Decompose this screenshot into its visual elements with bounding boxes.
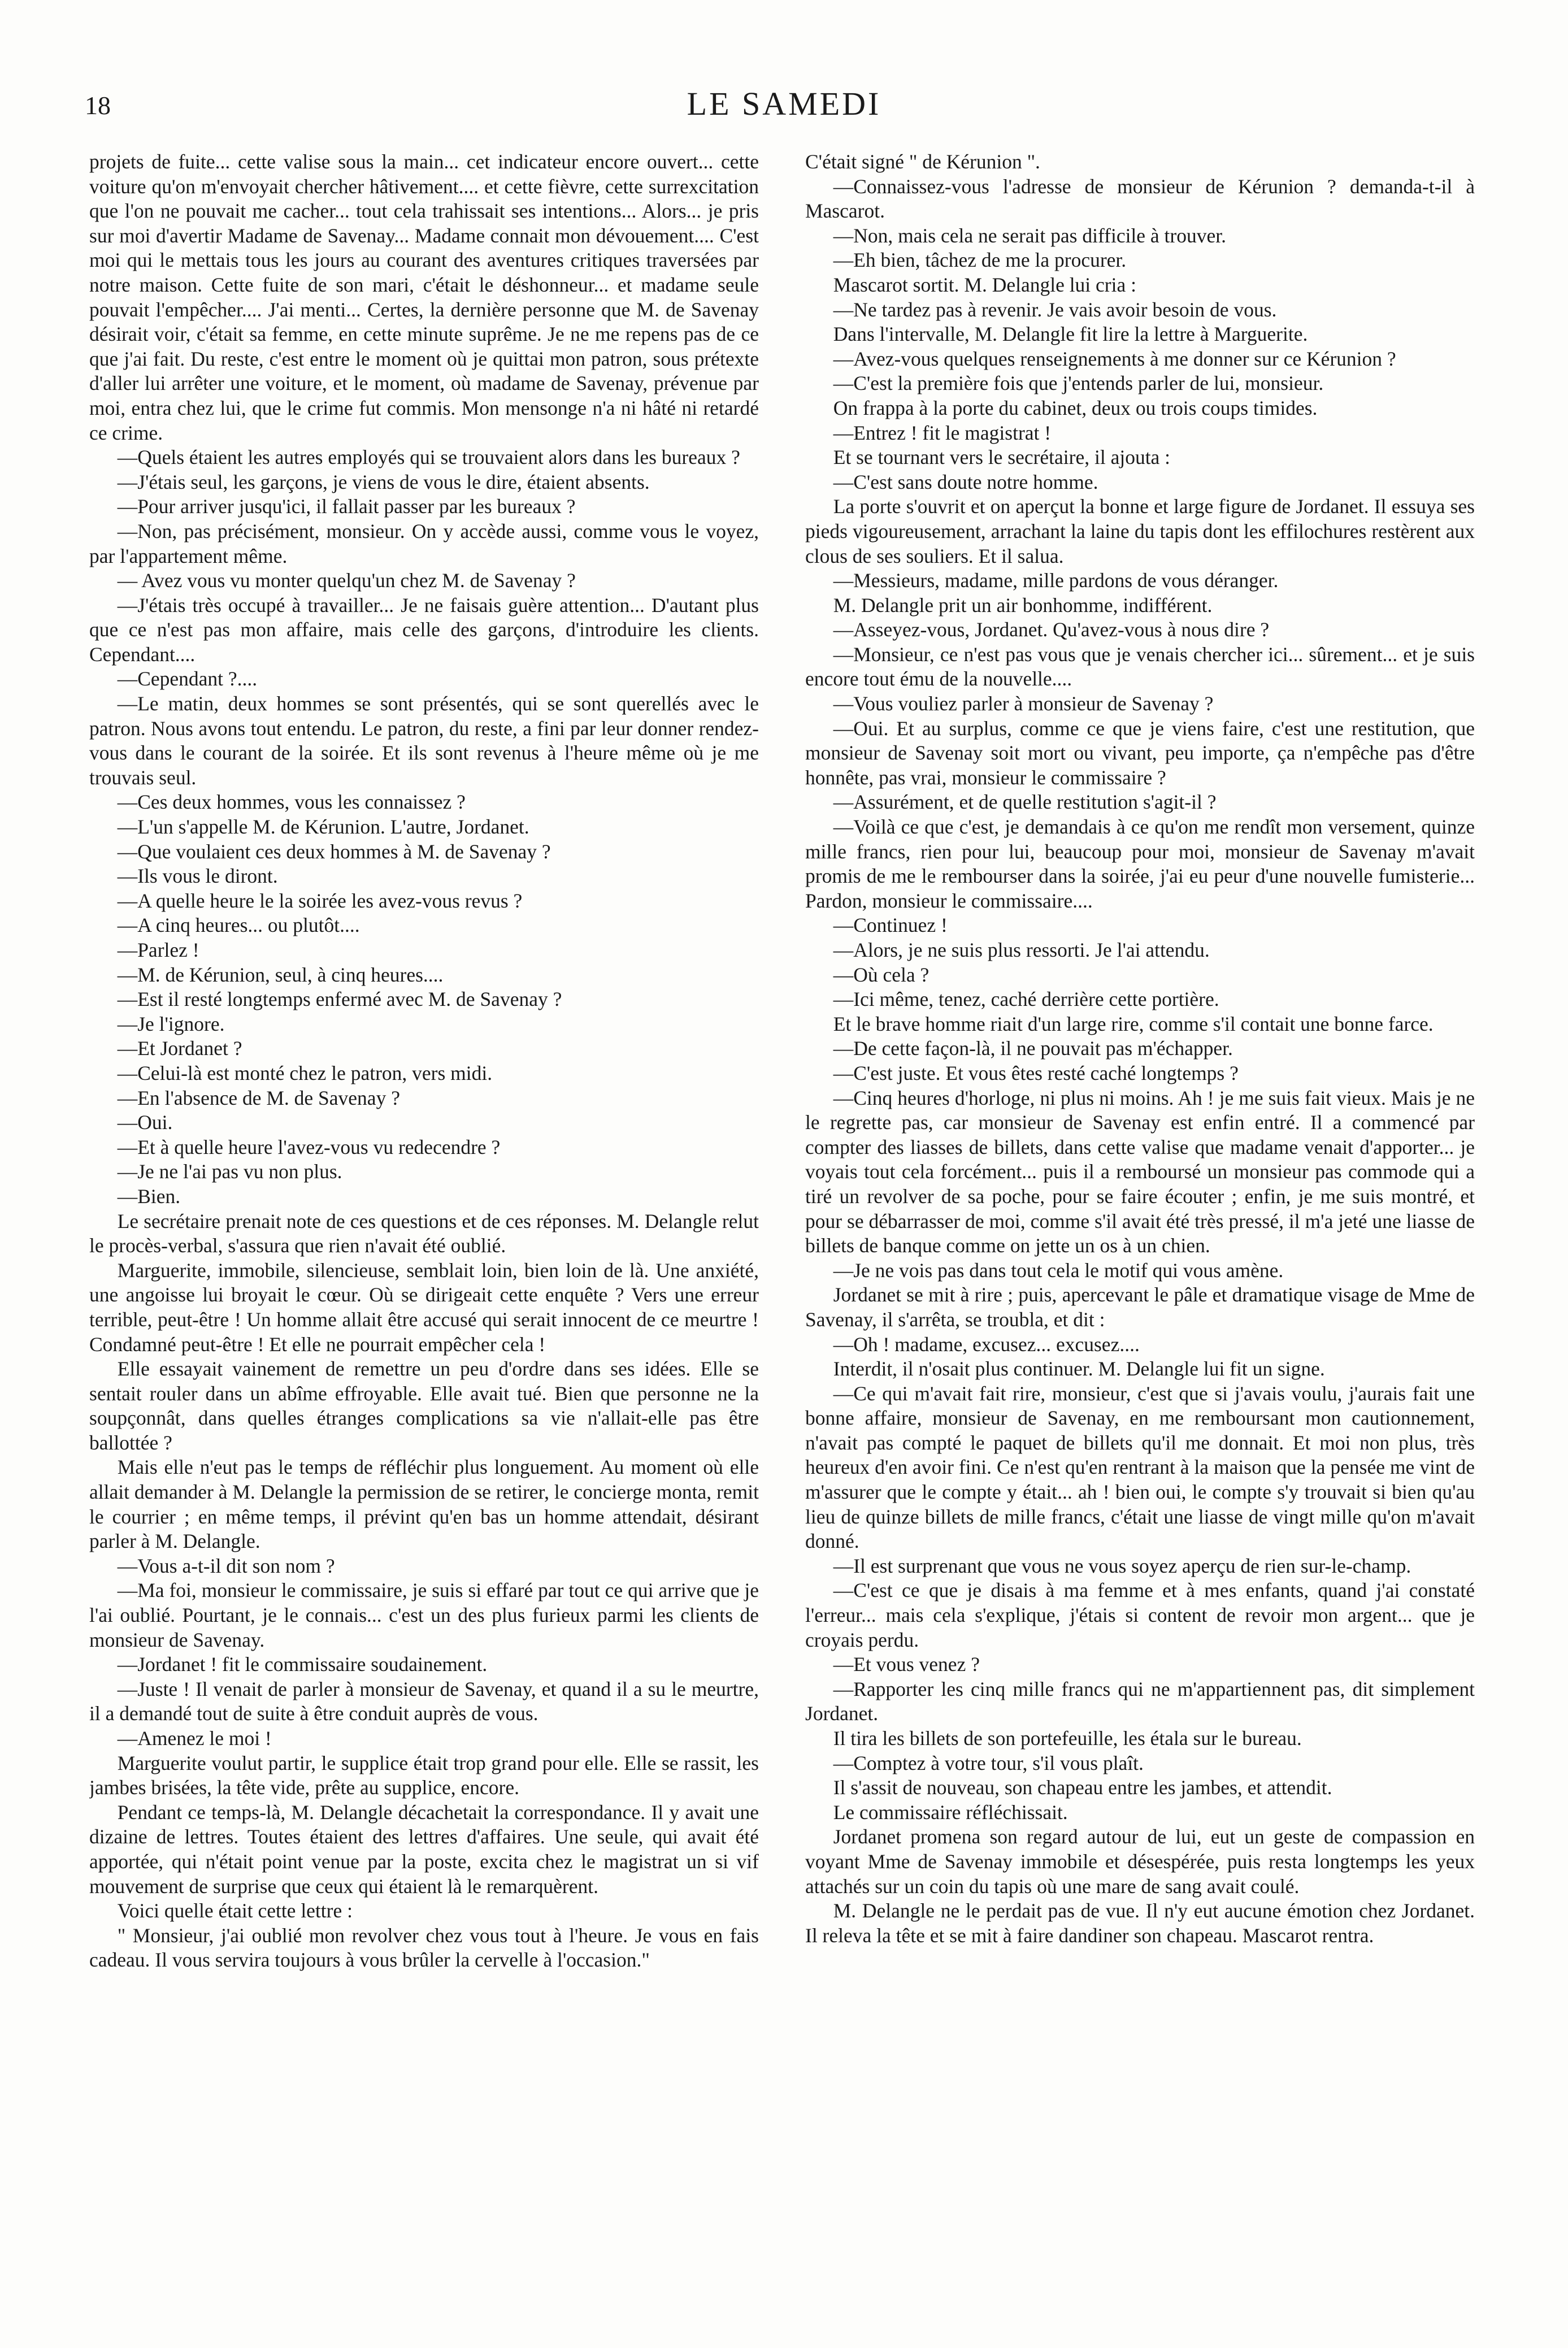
paragraph: —Cinq heures d'horloge, ni plus ni moins. Ah ! je me suis fait vieux. Mais je ne le regrette pas, car monsieur de Savenay est enfin entré. Il a commencé par compter des liasses de billets, dans cette valise que madame venait d'apporter... je voyais tout cela forcément... puis il a remboursé un monsieur pas commode qui a tiré un revolver de sa poche, pour se faire écouter ; enfin, je me suis montré, et pour se débarrasser de moi, comme s'il avait été très pressé, il m'a jeté une liasse de billets de banque comme on jette un os à un chien.	[805, 1086, 1475, 1257]
paragraph: Jordanet se mit à rire ; puis, apercevant le pâle et dramatique visage de Mme de Savenay, il s'arrêta, se troubla, et dit :	[805, 1283, 1475, 1331]
paragraph: —L'un s'appelle M. de Kérunion. L'autre, Jordanet.	[117, 815, 529, 839]
paragraph: Le commissaire réfléchissait.	[833, 1800, 1068, 1824]
paragraph: —Entrez ! fit le magistrat !	[833, 421, 1052, 444]
paragraph: —Messieurs, madame, mille pardons de vous déranger.	[833, 569, 1279, 592]
paragraph: —Je ne l'ai pas vu non plus.	[117, 1160, 342, 1183]
paragraph: —Vous a-t-il dit son nom ?	[117, 1554, 335, 1577]
paragraph: —Jordanet ! fit le commissaire soudainement.	[117, 1653, 488, 1676]
paragraph: —Assurément, et de quelle restitution s'agit-il ?	[833, 791, 1217, 814]
paragraph: —De cette façon-là, il ne pouvait pas m'échapper.	[833, 1037, 1233, 1060]
paragraph: —A cinq heures... ou plutôt....	[117, 914, 360, 937]
paragraph: —A quelle heure le la soirée les avez-vous revus ?	[117, 889, 523, 912]
paragraph: —Et Jordanet ?	[117, 1037, 242, 1060]
paragraph: Le secrétaire prenait note de ces questions et de ces réponses. M. Delangle relut le procès-verbal, s'assura que rien n'avait été oublié.	[89, 1209, 759, 1257]
paragraph: —Et vous venez ?	[833, 1653, 980, 1676]
paragraph: —Le matin, deux hommes se sont présentés, qui se sont querellés avec le patron. Nous avons tout entendu. Le patron, du reste, a fini par leur donner rendez-vous dans le courant de la soirée. Et ils sont revenus à l'heure même où je me trouvais seul.	[89, 692, 759, 789]
paragraph: —Ces deux hommes, vous les connaissez ?	[117, 791, 466, 814]
page-number: 18	[85, 91, 111, 120]
paragraph: —Où cela ?	[833, 963, 929, 986]
paragraph: —Amenez le moi !	[117, 1727, 272, 1750]
paragraph: —Que voulaient ces deux hommes à M. de Savenay ?	[117, 840, 551, 863]
paragraph: —Est il resté longtemps enfermé avec M. de Savenay ?	[117, 988, 562, 1011]
paragraph: —Comptez à votre tour, s'il vous plaît.	[833, 1751, 1144, 1774]
paragraph: —C'est juste. Et vous êtes resté caché longtemps ?	[833, 1061, 1239, 1084]
paragraph: —Oh ! madame, excusez... excusez....	[833, 1333, 1140, 1356]
paragraph: Marguerite voulut partir, le supplice était trop grand pour elle. Elle se rassit, les jambes brisées, la tête vide, prête au supplice, encore.	[89, 1751, 759, 1799]
journal-title: LE SAMEDI	[687, 85, 881, 122]
paragraph: La porte s'ouvrit et on aperçut la bonne et large figure de Jordanet. Il essuya ses pieds vigoureusement, arrachant la laine du tapis dont les effilochures restèrent aux clous de ses souliers. Et il salua.	[805, 495, 1475, 567]
paragraph: —M. de Kérunion, seul, à cinq heures....	[117, 963, 444, 986]
paragraph: —Quels étaient les autres employés qui se trouvaient alors dans les bureaux ?	[117, 446, 740, 469]
paragraph: Elle essayait vainement de remettre un peu d'ordre dans ses idées. Elle se sentait rouler dans un abîme effroyable. Elle avait tué. Bien que personne ne la soupçonnât, dans quelles étranges complications sa vie n'allait-elle pas être ballottée ?	[89, 1357, 759, 1454]
paragraph: —Celui-là est monté chez le patron, vers midi.	[117, 1061, 493, 1084]
paragraph: —Avez-vous quelques renseignements à me donner sur ce Kérunion ?	[833, 347, 1396, 370]
paragraph: projets de fuite... cette valise sous la main... cet indicateur encore ouvert... cette voiture qu'on m'envoyait chercher hâtivement.... et cette fièvre, cette surrexcitation que l'on ne pouvait me cacher... tout cela trahissait ses intentions... Alors... je pris sur moi d'avertir Madame de Savenay... Madame connait mon dévouement.... C'est moi qui le mettais tous les jours au courant des aventures critiques traversées par notre maison. Cette fuite de son mari, c'était le déshonneur... et madame seule pouvait l'empêcher.... J'ai menti... Certes, la dernière personne que M. de Savenay désirait voir, c'était sa femme, en cette minute suprême. Je ne me repens pas de ce que j'ai fait. Du reste, c'est entre le moment où je quittai mon patron, sous prétexte d'aller lui arrêter une voiture, et le moment, où madame de Savenay, prévenue par moi, entra chez lui, que le crime fut commis. Mon mensonge n'a ni hâté ni retardé ce crime.	[89, 150, 759, 444]
paragraph: C'était signé " de Kérunion ".	[805, 150, 1040, 173]
paragraph: Dans l'intervalle, M. Delangle fit lire la lettre à Marguerite.	[833, 323, 1308, 346]
paragraph: " Monsieur, j'ai oublié mon revolver chez vous tout à l'heure. Je vous en fais cadeau. Il vous servira toujours à vous brûler la cervelle à l'occasion."	[89, 1924, 759, 1972]
paragraph: Mascarot sortit. M. Delangle lui cria :	[833, 273, 1136, 296]
paragraph: —Ce qui m'avait fait rire, monsieur, c'est que si j'avais voulu, j'aurais fait une bonne affaire, monsieur de Savenay, en me remboursant mon cautionnement, n'avait pas compté le paquet de billets qu'il me donnait. Et moi non plus, très heureux d'en avoir fini. Ce n'est qu'en rentrant à la maison que la pensée me vint de m'assurer que le compte y était... ah ! bien oui, le compte s'y trouvait si bien qu'au lieu de quinze billets de mille francs, c'était une liasse de vingt mille qu'on m'avait donné.	[805, 1382, 1475, 1553]
paragraph: On frappa à la porte du cabinet, deux ou trois coups timides.	[833, 396, 1318, 419]
paragraph: —Et à quelle heure l'avez-vous vu redecendre ?	[117, 1135, 501, 1158]
paragraph: Jordanet promena son regard autour de lui, eut un geste de compassion en voyant Mme de Savenay immobile et désespérée, puis resta longtemps les yeux attachés sur un coin du tapis où une mare de sang avait coulé.	[805, 1825, 1475, 1898]
paragraph: —Cependant ?....	[117, 667, 258, 691]
paragraph: Il tira les billets de son portefeuille, les étala sur le bureau.	[833, 1727, 1302, 1750]
paragraph: —Parlez !	[117, 939, 199, 961]
paragraph: —Ma foi, monsieur le commissaire, je suis si effaré par tout ce qui arrive que je l'ai oublié. Pourtant, je le connais... c'est un des plus furieux parmi les clients de monsieur de Savenay.	[89, 1579, 759, 1651]
paragraph: —Non, mais cela ne serait pas difficile à trouver.	[833, 224, 1226, 247]
paragraph: —C'est la première fois que j'entends parler de lui, monsieur.	[833, 372, 1324, 395]
paragraph: —Oui. Et au surplus, comme ce que je viens faire, c'est une restitution, que monsieur de Savenay soit mort ou vivant, peu importe, ça n'empêche pas d'être honnête, pas vrai, monsieur le commissaire ?	[805, 717, 1475, 789]
paragraph: Mais elle n'eut pas le temps de réfléchir plus longuement. Au moment où elle allait demander à M. Delangle la permission de se retirer, le concierge monta, remit le courrier ; en même temps, il prévint qu'en bas un homme attendait, désirant parler à M. Delangle.	[89, 1456, 759, 1553]
paragraph: —C'est sans doute notre homme.	[833, 470, 1098, 493]
paragraph: —Alors, je ne suis plus ressorti. Je l'ai attendu.	[833, 939, 1210, 961]
paragraph: —Monsieur, ce n'est pas vous que je venais chercher ici... sûrement... et je suis encore tout ému de la nouvelle....	[805, 643, 1475, 691]
paragraph: Et le brave homme riait d'un large rire, comme s'il contait une bonne farce.	[833, 1012, 1434, 1035]
paragraph: Voici quelle était cette lettre :	[117, 1899, 353, 1922]
paragraph: —Juste ! Il venait de parler à monsieur de Savenay, et quand il a su le meurtre, il a demandé tout de suite à être conduit auprès de vous.	[89, 1677, 759, 1725]
paragraph: —Rapporter les cinq mille francs qui ne m'appartiennent pas, dit simplement Jordanet.	[805, 1677, 1475, 1725]
paragraph: —Ne tardez pas à revenir. Je vais avoir besoin de vous.	[833, 298, 1277, 321]
paragraph: Il s'assit de nouveau, son chapeau entre les jambes, et attendit.	[833, 1776, 1332, 1799]
paragraph: —Voilà ce que c'est, je demandais à ce qu'on me rendît mon versement, quinze mille francs, rien pour lui, beaucoup pour moi, monsieur de Savenay m'avait promis de me le rembourser dans la soirée, j'ai eu peur d'une nouvelle fumisterie... Pardon, monsieur le commissaire....	[805, 815, 1475, 912]
paragraph: —Ils vous le diront.	[117, 865, 278, 888]
right-column	[805, 150, 1475, 2320]
paragraph: — Avez vous vu monter quelqu'un chez M. de Savenay ?	[117, 569, 576, 592]
paragraph: —Oui.	[117, 1111, 173, 1134]
left-column	[89, 150, 759, 2320]
paragraph: —Bien.	[117, 1184, 181, 1208]
paragraph: —Connaissez-vous l'adresse de monsieur de Kérunion ? demanda-t-il à Mascarot.	[805, 175, 1475, 223]
paragraph: —Vous vouliez parler à monsieur de Savenay ?	[833, 692, 1214, 715]
page-header	[85, 85, 1483, 130]
paragraph: —Pour arriver jusqu'ici, il fallait passer par les bureaux ?	[117, 495, 576, 518]
paragraph: Et se tournant vers le secrétaire, il ajouta :	[833, 446, 1171, 469]
paragraph: —En l'absence de M. de Savenay ?	[117, 1086, 400, 1109]
paragraph: Pendant ce temps-là, M. Delangle décachetait la correspondance. Il y avait une dizaine de lettres. Toutes étaient des lettres d'affaires. Une seule, qui avait été apportée, qui n'était point venue par la poste, excita chez le magistrat un si vif mouvement de surprise que ceux qui étaient là le remarquèrent.	[89, 1800, 759, 1898]
paragraph: M. Delangle prit un air bonhomme, indifférent.	[833, 593, 1213, 617]
paragraph: —Je ne vois pas dans tout cela le motif qui vous amène.	[833, 1258, 1284, 1282]
paragraph: —Je l'ignore.	[117, 1012, 225, 1035]
paragraph: Interdit, il n'osait plus continuer. M. Delangle lui fit un signe.	[833, 1357, 1325, 1381]
paragraph: —Continuez !	[833, 914, 948, 937]
paragraph: Marguerite, immobile, silencieuse, semblait loin, bien loin de là. Une anxiété, une angoisse lui broyait le cœur. Où se dirigeait cette enquête ? Vers une erreur terrible, peut-être ! Un homme allait être accusé qui serait innocent de ce meurtre ! Condamné peut-être ! Et elle ne pourrait empêcher cela !	[89, 1258, 759, 1356]
paragraph: —J'étais seul, les garçons, je viens de vous le dire, étaient absents.	[117, 470, 650, 493]
paragraph: —Non, pas précisément, monsieur. On y accède aussi, comme vous le voyez, par l'appartement même.	[89, 519, 759, 567]
paragraph: —C'est ce que je disais à ma femme et à mes enfants, quand j'ai constaté l'erreur... mais cela s'explique, j'étais si content de revoir mon argent... que je croyais perdu.	[805, 1579, 1475, 1651]
paragraph: M. Delangle ne le perdait pas de vue. Il n'y eut aucune émotion chez Jordanet. Il releva la tête et se mit à faire dandiner son chapeau. Mascarot rentra.	[805, 1899, 1475, 1947]
paragraph: —Il est surprenant que vous ne vous soyez aperçu de rien sur-le-champ.	[833, 1554, 1411, 1577]
paragraph: —Ici même, tenez, caché derrière cette portière.	[833, 988, 1219, 1011]
paragraph: —Eh bien, tâchez de me la procurer.	[833, 249, 1127, 272]
paragraph: —Asseyez-vous, Jordanet. Qu'avez-vous à nous dire ?	[833, 618, 1270, 641]
paragraph: —J'étais très occupé à travailler... Je ne faisais guère attention... D'autant plus que ce n'est pas mon affaire, mais celle des garçons, d'introduire les clients. Cependant....	[89, 593, 759, 666]
